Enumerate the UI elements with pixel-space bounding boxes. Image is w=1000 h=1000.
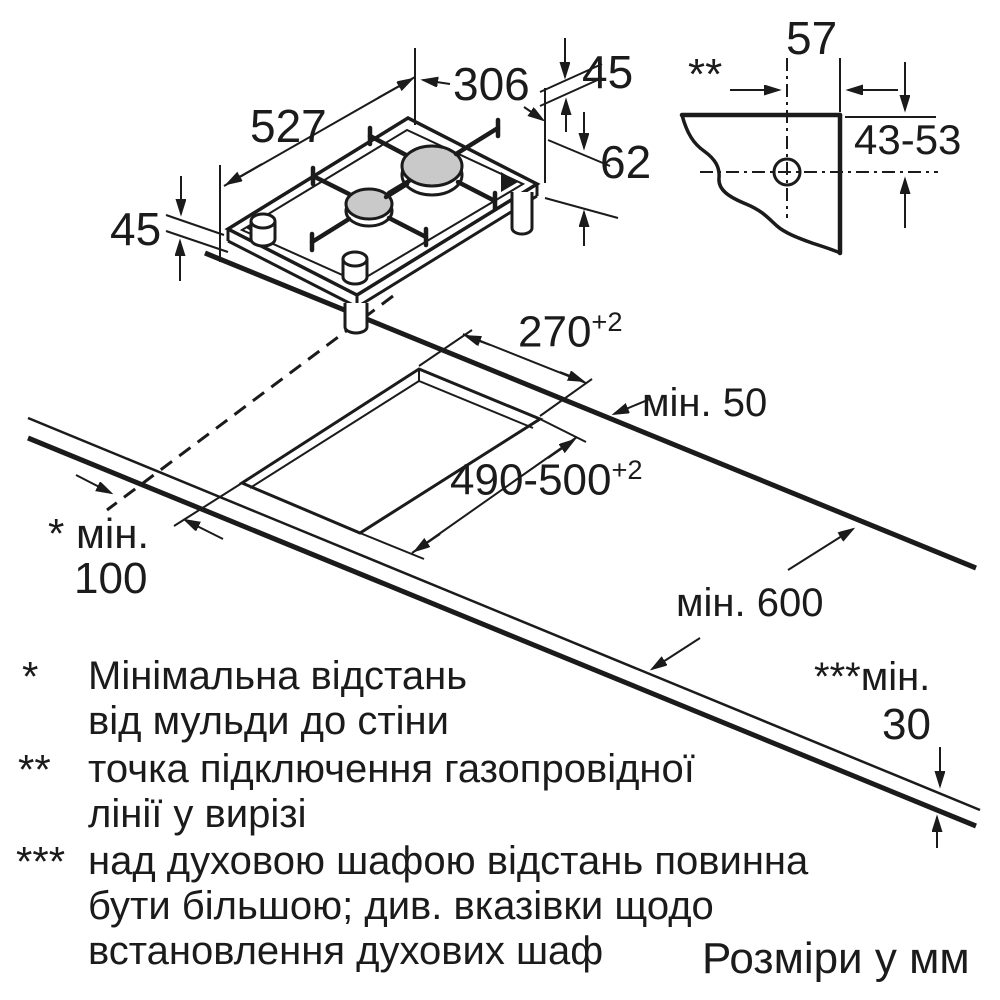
footnote2-line1: точка підключення газопровідної — [88, 747, 695, 791]
dim-cutout-depth-tol: +2 — [611, 454, 643, 485]
footnote1-line2: від мульди до стіни — [88, 699, 449, 743]
footnote1-line1: Мінімальна відстань — [88, 654, 468, 698]
footnote3-line3: встановлення духових шаф — [88, 929, 604, 973]
footnote1-marker: * — [22, 653, 39, 700]
dim-hob-depth: 306 — [453, 58, 530, 110]
dim-cutout-depth-value: 490-500 — [450, 455, 612, 505]
dim-cutout-width-tol: +2 — [591, 306, 623, 337]
dim-min-oven-label: ***мін. — [814, 655, 931, 699]
footnote3-line2: бути більшою; див. вказівки щодо — [88, 884, 714, 928]
min-wall-label: мін. — [76, 510, 150, 557]
conn-marker-stars: ** — [688, 50, 723, 99]
burner-small-cap — [346, 189, 392, 219]
dim-min-worktop-depth: мін. 600 — [676, 581, 824, 625]
dim-hob-height-side: 45 — [110, 203, 162, 255]
footnote3-line1: над духовою шафою відстань повинна — [88, 839, 809, 883]
dim-cutout-width — [518, 308, 623, 356]
dim-hob-depth-below: 62 — [600, 136, 652, 188]
dim-hob-width: 527 — [250, 100, 327, 152]
dim-hob-height-top: 45 — [582, 46, 634, 98]
footnote2-line2: лінії у вирізі — [88, 792, 307, 836]
gas-inlet-pipe — [512, 192, 532, 234]
detail-torn-edge — [682, 115, 840, 253]
dim-min-oven-value: 30 — [882, 700, 931, 749]
dim-conn-height-range: 43-53 — [854, 116, 962, 163]
units-note: Розміри у мм — [702, 934, 970, 983]
dim-cutout-width-value: 270 — [518, 307, 592, 357]
footnote3-marker: *** — [16, 838, 66, 885]
dim-min-rear-clearance: мін. 50 — [642, 381, 768, 425]
dim-min30-lines — [937, 747, 940, 848]
hob-foot — [345, 303, 367, 333]
worktop-cutout — [242, 369, 540, 533]
dim-conn-offset: 57 — [786, 12, 838, 64]
min-wall-value: 100 — [74, 554, 148, 603]
footnote2-marker: ** — [18, 746, 51, 793]
worktop-rear-edge — [205, 253, 976, 568]
dim-cutout-depth — [450, 456, 643, 504]
min-wall-marker: * — [48, 510, 65, 557]
